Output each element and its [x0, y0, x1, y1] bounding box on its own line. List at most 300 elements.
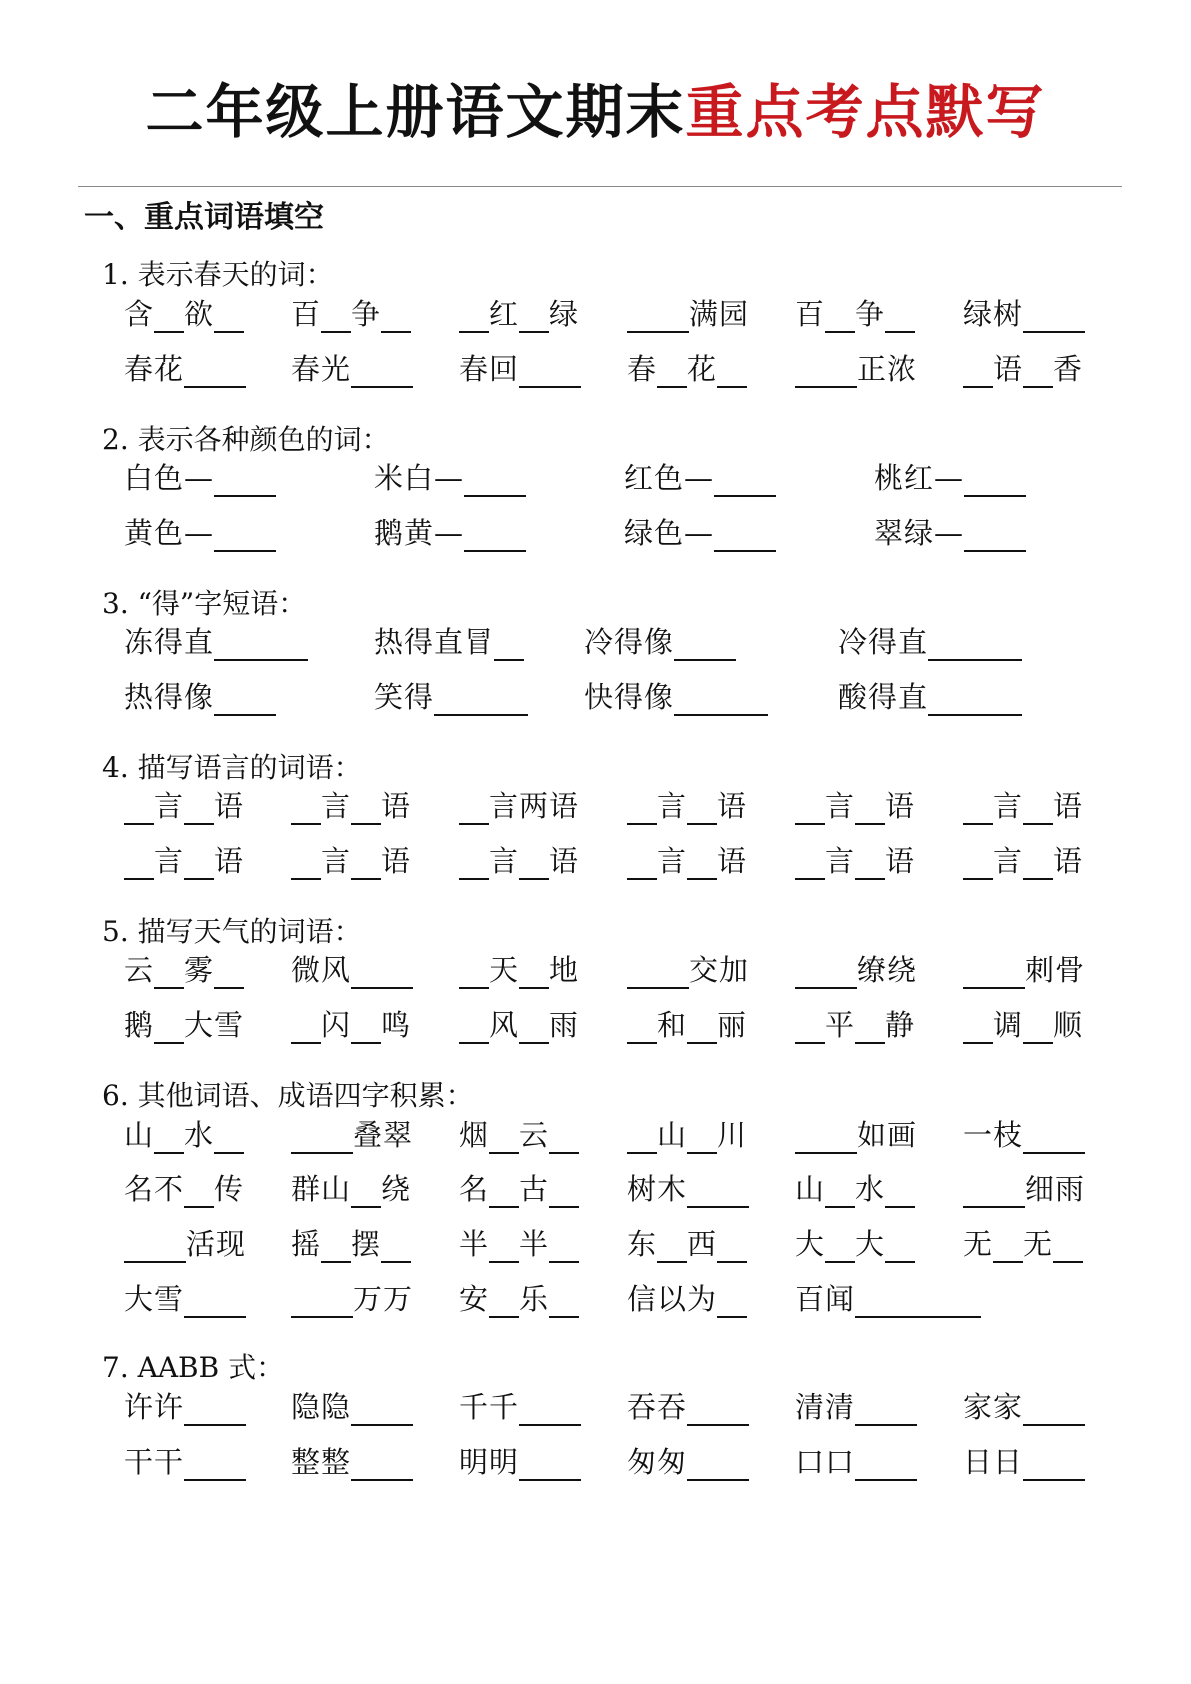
answer-blank[interactable]	[963, 848, 993, 880]
answer-blank[interactable]	[184, 1176, 214, 1208]
word-text: 语	[214, 789, 245, 823]
answer-blank[interactable]	[928, 684, 1022, 716]
fill-item	[291, 1003, 411, 1047]
answer-blank[interactable]	[381, 301, 411, 333]
word-text: 语	[214, 844, 245, 878]
fill-item	[624, 511, 776, 555]
answer-blank[interactable]	[963, 1012, 993, 1044]
word-text: 名	[459, 1172, 490, 1206]
word-text: 香	[1053, 352, 1084, 386]
fill-item	[124, 839, 244, 883]
fill-row	[0, 839, 1191, 883]
fill-item	[795, 948, 917, 992]
answer-blank[interactable]	[627, 848, 657, 880]
answer-blank[interactable]	[351, 1176, 381, 1208]
word-text: 言	[657, 789, 688, 823]
word-text: 语	[1053, 844, 1084, 878]
answer-blank[interactable]	[1023, 1449, 1085, 1481]
fill-item	[627, 948, 749, 992]
fill-item	[963, 1222, 1083, 1266]
fill-item	[291, 948, 413, 992]
answer-blank[interactable]	[1023, 848, 1053, 880]
word-text: 细雨	[1025, 1172, 1086, 1206]
word-text: 酸得直	[838, 680, 929, 714]
answer-blank[interactable]	[855, 1012, 885, 1044]
answer-blank[interactable]	[214, 957, 244, 989]
fill-item	[459, 1440, 581, 1484]
fill-item	[963, 948, 1085, 992]
fill-item	[874, 456, 1026, 500]
answer-blank[interactable]	[687, 1394, 749, 1426]
answer-blank[interactable]	[519, 356, 581, 388]
fill-row	[0, 1113, 1191, 1157]
answer-blank[interactable]	[489, 1122, 519, 1154]
answer-blank[interactable]	[825, 1231, 855, 1263]
fill-item	[627, 1003, 747, 1047]
answer-blank[interactable]	[963, 356, 993, 388]
answer-blank[interactable]	[963, 957, 1025, 989]
word-text: 春光	[291, 352, 352, 386]
word-text: 白色—	[124, 461, 215, 495]
answer-blank[interactable]	[434, 684, 528, 716]
word-text: 静	[885, 1008, 916, 1042]
fill-item	[374, 511, 526, 555]
answer-blank[interactable]	[214, 520, 276, 552]
answer-blank[interactable]	[795, 1012, 825, 1044]
answer-blank[interactable]	[714, 465, 776, 497]
fill-item	[124, 784, 244, 828]
word-text: 热得像	[124, 680, 215, 714]
word-text: 言两语	[489, 789, 580, 823]
fill-row	[0, 456, 1191, 500]
answer-blank[interactable]	[214, 301, 244, 333]
word-text: 语	[885, 789, 916, 823]
word-text: 言	[825, 844, 856, 878]
word-text: 闪	[321, 1008, 352, 1042]
answer-blank[interactable]	[855, 848, 885, 880]
fill-item	[459, 839, 579, 883]
answer-blank[interactable]	[124, 793, 154, 825]
fill-item	[963, 292, 1085, 336]
word-text: 冷得直	[838, 625, 929, 659]
word-text: 笑得	[374, 680, 435, 714]
page-title	[0, 78, 1191, 148]
word-text: 整整	[291, 1445, 352, 1479]
question-title: 3. “得”字短语：	[102, 587, 307, 620]
fill-item	[291, 1167, 411, 1211]
answer-blank[interactable]	[657, 356, 687, 388]
answer-blank[interactable]	[519, 301, 549, 333]
fill-row	[0, 784, 1191, 828]
fill-item	[291, 1222, 411, 1266]
word-text: 日日	[963, 1445, 1024, 1479]
word-text: 百	[291, 297, 322, 331]
fill-item	[374, 675, 528, 719]
answer-blank[interactable]	[464, 465, 526, 497]
fill-item	[795, 1277, 981, 1321]
answer-blank[interactable]	[1023, 356, 1053, 388]
answer-blank[interactable]	[519, 1394, 581, 1426]
word-text: 绿	[549, 297, 580, 331]
fill-item	[291, 1113, 413, 1157]
answer-blank[interactable]	[714, 520, 776, 552]
word-text: 地	[549, 953, 580, 987]
word-text: 语	[717, 789, 748, 823]
word-text: 言	[321, 789, 352, 823]
word-text: 言	[825, 789, 856, 823]
word-text: 干干	[124, 1445, 185, 1479]
answer-blank[interactable]	[795, 356, 857, 388]
fill-item	[963, 347, 1083, 391]
word-text: 古	[519, 1172, 550, 1206]
answer-blank[interactable]	[687, 848, 717, 880]
word-text: 口口	[795, 1445, 856, 1479]
fill-item	[291, 1440, 413, 1484]
word-text: 黄色—	[124, 516, 215, 550]
fill-item	[963, 784, 1083, 828]
answer-blank[interactable]	[885, 1231, 915, 1263]
question-title: 4. 描写语言的词语：	[102, 751, 362, 784]
fill-item	[795, 1222, 915, 1266]
answer-blank[interactable]	[519, 848, 549, 880]
word-text: 千千	[459, 1390, 520, 1424]
fill-row	[0, 292, 1191, 336]
answer-blank[interactable]	[321, 301, 351, 333]
word-text: 冻得直	[124, 625, 215, 659]
fill-row	[0, 1440, 1191, 1484]
answer-blank[interactable]	[489, 1286, 519, 1318]
answer-blank[interactable]	[627, 301, 689, 333]
answer-blank[interactable]	[885, 301, 915, 333]
fill-item	[627, 1277, 747, 1321]
fill-item	[963, 1385, 1085, 1429]
word-text: 交加	[689, 953, 750, 987]
fill-item	[124, 511, 276, 555]
word-text: 语	[381, 789, 412, 823]
word-text: 言	[154, 844, 185, 878]
word-text: 缭绕	[857, 953, 918, 987]
answer-blank[interactable]	[381, 1231, 411, 1263]
word-text: 雨	[549, 1008, 580, 1042]
word-text: 山	[124, 1118, 155, 1152]
word-text: 无	[963, 1227, 994, 1261]
fill-item	[795, 292, 915, 336]
fill-item	[124, 675, 276, 719]
word-text: 热得直冒	[374, 625, 495, 659]
answer-blank[interactable]	[459, 957, 489, 989]
fill-item	[874, 511, 1026, 555]
word-text: 一枝	[963, 1118, 1024, 1152]
answer-blank[interactable]	[549, 1122, 579, 1154]
answer-blank[interactable]	[214, 684, 276, 716]
answer-blank[interactable]	[627, 793, 657, 825]
fill-item	[459, 1385, 581, 1429]
fill-item	[459, 1003, 579, 1047]
fill-item	[627, 839, 747, 883]
answer-blank[interactable]	[825, 301, 855, 333]
word-text: 争	[351, 297, 382, 331]
answer-blank[interactable]	[291, 1012, 321, 1044]
fill-item	[374, 456, 526, 500]
word-text: 语	[993, 352, 1024, 386]
word-text: 言	[489, 844, 520, 878]
fill-item	[459, 292, 579, 336]
answer-blank[interactable]	[964, 520, 1026, 552]
word-text: 东	[627, 1227, 658, 1261]
fill-item	[124, 620, 308, 664]
fill-item	[627, 1167, 749, 1211]
fill-item	[627, 1385, 749, 1429]
answer-blank[interactable]	[1023, 301, 1085, 333]
answer-blank[interactable]	[214, 1122, 244, 1154]
answer-blank[interactable]	[351, 1394, 413, 1426]
fill-item	[124, 1277, 246, 1321]
answer-blank[interactable]	[124, 848, 154, 880]
word-text: 语	[1053, 789, 1084, 823]
fill-row	[0, 1003, 1191, 1047]
fill-item	[795, 1113, 917, 1157]
word-text: 半	[519, 1227, 550, 1261]
answer-blank[interactable]	[291, 1286, 353, 1318]
fill-item	[459, 1167, 579, 1211]
answer-blank[interactable]	[627, 1122, 657, 1154]
answer-blank[interactable]	[351, 1449, 413, 1481]
title-divider	[78, 186, 1122, 187]
answer-blank[interactable]	[627, 957, 689, 989]
answer-blank[interactable]	[351, 957, 413, 989]
answer-blank[interactable]	[494, 629, 524, 661]
fill-item	[584, 620, 736, 664]
fill-row	[0, 1167, 1191, 1211]
answer-blank[interactable]	[464, 520, 526, 552]
word-text: 匆匆	[627, 1445, 688, 1479]
word-text: 红	[489, 297, 520, 331]
answer-blank[interactable]	[674, 629, 736, 661]
word-text: 许许	[124, 1390, 185, 1424]
title-black: 二年级上册语文期末	[145, 78, 686, 146]
word-text: 西	[687, 1227, 718, 1261]
word-text: 绿色—	[624, 516, 715, 550]
question-title: 5. 描写天气的词语：	[102, 915, 362, 948]
fill-row	[0, 1277, 1191, 1321]
answer-blank[interactable]	[351, 356, 413, 388]
word-text: 云	[124, 953, 155, 987]
answer-blank[interactable]	[674, 684, 768, 716]
word-text: 红色—	[624, 461, 715, 495]
answer-blank[interactable]	[687, 1122, 717, 1154]
fill-item	[291, 1385, 413, 1429]
answer-blank[interactable]	[184, 356, 246, 388]
fill-item	[124, 1440, 246, 1484]
answer-blank[interactable]	[993, 1231, 1023, 1263]
word-text: 语	[381, 844, 412, 878]
fill-item	[963, 1440, 1085, 1484]
word-text: 烟	[459, 1118, 490, 1152]
answer-blank[interactable]	[351, 848, 381, 880]
answer-blank[interactable]	[717, 356, 747, 388]
answer-blank[interactable]	[687, 1012, 717, 1044]
question-title: 6. 其他词语、成语四字积累：	[102, 1079, 474, 1112]
word-text: 绕	[381, 1172, 412, 1206]
word-text: 平	[825, 1008, 856, 1042]
fill-item	[124, 1003, 244, 1047]
fill-row	[0, 347, 1191, 391]
word-text: 桃红—	[874, 461, 965, 495]
answer-blank[interactable]	[963, 1176, 1025, 1208]
word-text: 万万	[353, 1282, 414, 1316]
answer-blank[interactable]	[549, 1286, 579, 1318]
answer-blank[interactable]	[351, 793, 381, 825]
fill-item	[459, 1277, 579, 1321]
answer-blank[interactable]	[795, 1122, 857, 1154]
fill-item	[963, 839, 1083, 883]
answer-blank[interactable]	[459, 793, 489, 825]
fill-item	[584, 675, 768, 719]
word-text: 半	[459, 1227, 490, 1261]
word-text: 言	[321, 844, 352, 878]
answer-blank[interactable]	[1053, 1231, 1083, 1263]
word-text: 如画	[857, 1118, 918, 1152]
word-text: 语	[717, 844, 748, 878]
word-text: 冷得像	[584, 625, 675, 659]
answer-blank[interactable]	[825, 1176, 855, 1208]
answer-blank[interactable]	[519, 1449, 581, 1481]
fill-item	[124, 292, 244, 336]
fill-item	[624, 456, 776, 500]
answer-blank[interactable]	[717, 1231, 747, 1263]
word-text: 云	[519, 1118, 550, 1152]
word-text: 吞吞	[627, 1390, 688, 1424]
answer-blank[interactable]	[154, 301, 184, 333]
answer-blank[interactable]	[291, 1122, 353, 1154]
word-text: 风	[489, 1008, 520, 1042]
fill-row	[0, 511, 1191, 555]
fill-item	[627, 1113, 747, 1157]
fill-item	[124, 1167, 244, 1211]
word-text: 群山	[291, 1172, 352, 1206]
answer-blank[interactable]	[657, 1231, 687, 1263]
word-text: 大	[855, 1227, 886, 1261]
word-text: 含	[124, 297, 155, 331]
answer-blank[interactable]	[184, 1286, 246, 1318]
word-text: 欲	[184, 297, 215, 331]
word-text: 乐	[519, 1282, 550, 1316]
fill-row	[0, 1222, 1191, 1266]
word-text: 天	[489, 953, 520, 987]
word-text: 水	[184, 1118, 215, 1152]
word-text: 和	[657, 1008, 688, 1042]
answer-blank[interactable]	[214, 465, 276, 497]
answer-blank[interactable]	[154, 957, 184, 989]
answer-blank[interactable]	[1023, 1394, 1085, 1426]
answer-blank[interactable]	[1023, 793, 1053, 825]
answer-blank[interactable]	[717, 1286, 747, 1318]
answer-blank[interactable]	[964, 465, 1026, 497]
answer-blank[interactable]	[855, 1286, 981, 1318]
answer-blank[interactable]	[489, 1231, 519, 1263]
fill-item	[627, 1440, 749, 1484]
answer-blank[interactable]	[459, 848, 489, 880]
answer-blank[interactable]	[795, 848, 825, 880]
answer-blank[interactable]	[627, 1012, 657, 1044]
word-text: 无	[1023, 1227, 1054, 1261]
fill-row	[0, 1385, 1191, 1429]
word-text: 大	[795, 1227, 826, 1261]
word-text: 百	[795, 297, 826, 331]
answer-blank[interactable]	[855, 1394, 917, 1426]
answer-blank[interactable]	[184, 1394, 246, 1426]
fill-item	[963, 1003, 1083, 1047]
fill-item	[124, 456, 276, 500]
word-text: 言	[657, 844, 688, 878]
fill-item	[124, 948, 244, 992]
answer-blank[interactable]	[459, 301, 489, 333]
word-text: 快得像	[584, 680, 675, 714]
answer-blank[interactable]	[928, 629, 1022, 661]
answer-blank[interactable]	[489, 1176, 519, 1208]
fill-item	[291, 1277, 413, 1321]
question-title: 7. AABB 式：	[102, 1351, 285, 1384]
answer-blank[interactable]	[154, 1012, 184, 1044]
answer-blank[interactable]	[214, 629, 308, 661]
answer-blank[interactable]	[1023, 1012, 1053, 1044]
answer-blank[interactable]	[855, 1449, 917, 1481]
answer-blank[interactable]	[184, 793, 214, 825]
answer-blank[interactable]	[154, 1122, 184, 1154]
word-text: 言	[993, 844, 1024, 878]
answer-blank[interactable]	[687, 1176, 749, 1208]
word-text: 微风	[291, 953, 352, 987]
word-text: 安	[459, 1282, 490, 1316]
answer-blank[interactable]	[549, 1176, 579, 1208]
word-text: 隐隐	[291, 1390, 352, 1424]
answer-blank[interactable]	[687, 1449, 749, 1481]
answer-blank[interactable]	[855, 793, 885, 825]
word-text: 正浓	[857, 352, 918, 386]
answer-blank[interactable]	[321, 1231, 351, 1263]
answer-blank[interactable]	[519, 1012, 549, 1044]
answer-blank[interactable]	[184, 1449, 246, 1481]
fill-item	[291, 839, 411, 883]
answer-blank[interactable]	[795, 793, 825, 825]
word-text: 顺	[1053, 1008, 1084, 1042]
word-text: 争	[855, 297, 886, 331]
word-text: 丽	[717, 1008, 748, 1042]
answer-blank[interactable]	[963, 793, 993, 825]
fill-item	[627, 347, 747, 391]
fill-item	[795, 1440, 917, 1484]
answer-blank[interactable]	[885, 1176, 915, 1208]
answer-blank[interactable]	[351, 1012, 381, 1044]
answer-blank[interactable]	[549, 1231, 579, 1263]
question-title: 1. 表示春天的词：	[102, 258, 334, 291]
word-text: 家家	[963, 1390, 1024, 1424]
answer-blank[interactable]	[459, 1012, 489, 1044]
fill-item	[627, 292, 749, 336]
answer-blank[interactable]	[519, 957, 549, 989]
answer-blank[interactable]	[184, 848, 214, 880]
answer-blank[interactable]	[795, 957, 857, 989]
answer-blank[interactable]	[124, 1231, 186, 1263]
answer-blank[interactable]	[687, 793, 717, 825]
fill-item	[795, 1167, 915, 1211]
answer-blank[interactable]	[291, 848, 321, 880]
word-text: 摆	[351, 1227, 382, 1261]
answer-blank[interactable]	[291, 793, 321, 825]
fill-row	[0, 948, 1191, 992]
fill-item	[459, 948, 579, 992]
answer-blank[interactable]	[1023, 1122, 1085, 1154]
